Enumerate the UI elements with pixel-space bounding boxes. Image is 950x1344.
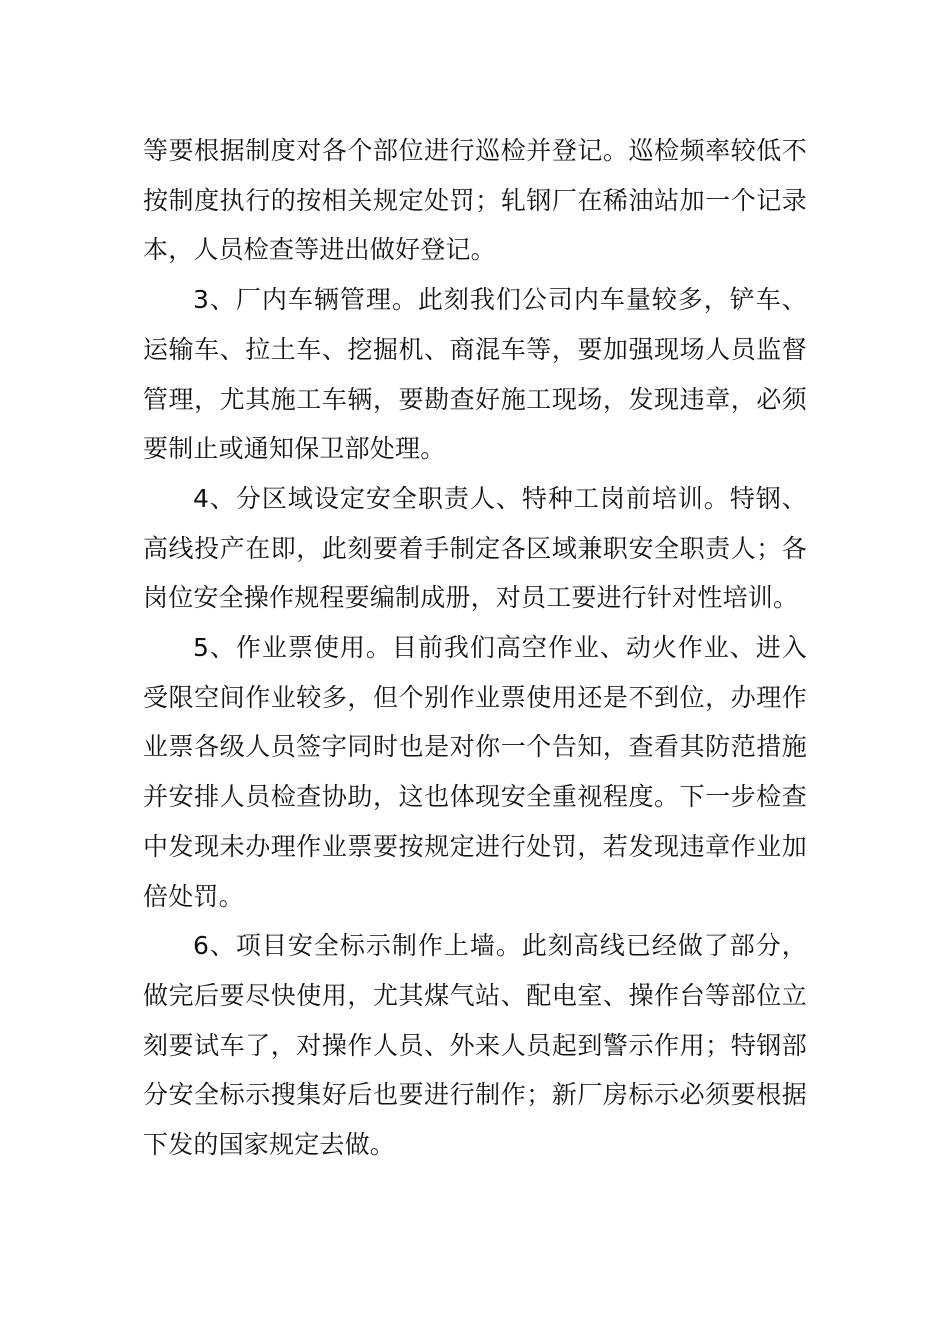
document-body (143, 126, 807, 1170)
paragraph-6-safety-signage: 6、项目安全标示制作上墙。此刻高线已经做了部分，做完后要尽快使用，尤其煤气站、配电室、操作台等部位立刻要试车了，对操作人员、外来人员起到警示作用；特钢部分安全标示搜集好后也要进行制作；新厂房标示必须要根据下发的国家规定去做。 (143, 931, 807, 1160)
paragraph-3-vehicle-management: 3、厂内车辆管理。此刻我们公司内车量较多，铲车、运输车、拉土车、挖掘机、商混车等，要加强现场人员监督管理，尤其施工车辆，要勘查好施工现场，发现违章，必须要制止或通知保卫部处理。 (143, 285, 807, 464)
paragraph-4-zone-safety-responsibility: 4、分区域设定安全职责人、特种工岗前培训。特钢、高线投产在即，此刻要着手制定各区域兼职安全职责人；各岗位安全操作规程要编制成册，对员工要进行针对性培训。 (143, 483, 807, 613)
paragraph-5-work-permit-usage: 5、作业票使用。目前我们高空作业、动火作业、进入受限空间作业较多，但个别作业票使用还是不到位，办理作业票各级人员签字同时也是对你一个告知，查看其防范措施并安排人员检查协助，这也体现安全重视程度。下一步检查中发现未办理作业票要按规定进行处罚，若发现违章作业加倍处罚。 (143, 633, 807, 911)
paragraph-continuation: 等要根据制度对各个部位进行巡检并登记。巡检频率较低不按制度执行的按相关规定处罚；轧钢厂在稀油站加一个记录本，人员检查等进出做好登记。 (143, 136, 807, 265)
